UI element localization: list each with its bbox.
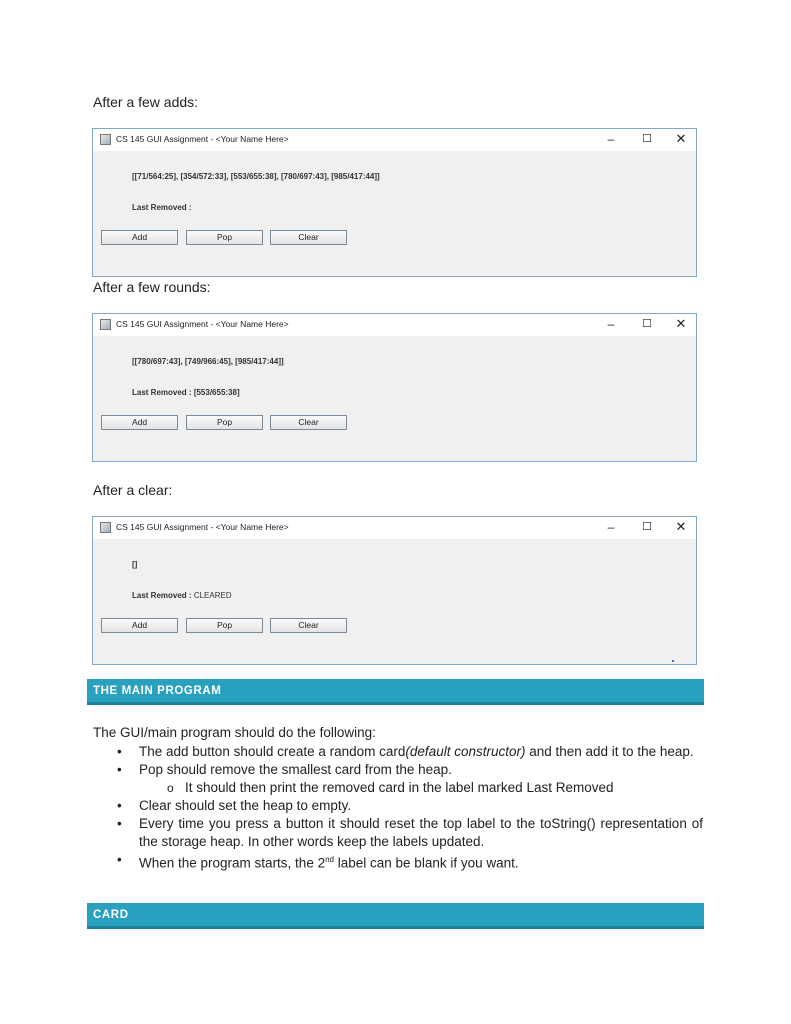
java-app-icon bbox=[100, 319, 111, 330]
last-removed-row bbox=[132, 591, 232, 600]
last-removed-key: Last Removed : bbox=[132, 388, 192, 397]
bullet-text: Pop should remove the smallest card from the heap. bbox=[139, 762, 452, 777]
requirements-list bbox=[93, 743, 703, 873]
superscript: nd bbox=[325, 855, 334, 864]
minimize-icon[interactable]: – bbox=[607, 132, 615, 146]
clear-button[interactable]: Clear bbox=[270, 230, 347, 245]
sub-list-item bbox=[93, 779, 703, 797]
java-app-icon bbox=[100, 134, 111, 145]
pop-button[interactable]: Pop bbox=[186, 230, 263, 245]
close-icon[interactable]: ✕ bbox=[675, 519, 687, 534]
window-title: CS 145 GUI Assignment - <Your Name Here> bbox=[116, 319, 289, 329]
bullet-text: When the program starts, the 2 bbox=[139, 855, 326, 871]
gui-window-rounds bbox=[92, 313, 697, 462]
close-icon[interactable]: ✕ bbox=[675, 131, 687, 146]
pop-button[interactable]: Pop bbox=[186, 618, 263, 633]
heap-label: [[780/697:43], [749/966:45], [985/417:44]] bbox=[132, 357, 284, 366]
caption-after-rounds: After a few rounds: bbox=[93, 279, 211, 295]
last-removed-row bbox=[132, 388, 240, 397]
maximize-icon[interactable]: ☐ bbox=[642, 521, 652, 533]
bullet-text: and then add it to the heap. bbox=[525, 744, 694, 759]
bullet-text: label can be blank if you want. bbox=[334, 855, 519, 871]
section-header-main-program bbox=[87, 679, 704, 705]
last-removed-value: CLEARED bbox=[193, 591, 232, 600]
add-button[interactable]: Add bbox=[101, 618, 178, 633]
last-removed-key: Last Removed : bbox=[132, 203, 192, 212]
bullet-text: It should then print the removed card in the label marked Last Removed bbox=[185, 780, 614, 795]
minimize-icon[interactable]: – bbox=[607, 520, 615, 534]
title-bar bbox=[93, 314, 696, 336]
stray-dot bbox=[672, 660, 674, 662]
java-app-icon bbox=[100, 522, 111, 533]
caption-after-clear: After a clear: bbox=[93, 482, 173, 498]
list-item bbox=[93, 815, 703, 851]
maximize-icon[interactable]: ☐ bbox=[642, 133, 652, 145]
list-item bbox=[93, 797, 703, 815]
clear-button[interactable]: Clear bbox=[270, 415, 347, 430]
pop-button[interactable]: Pop bbox=[186, 415, 263, 430]
maximize-icon[interactable]: ☐ bbox=[642, 318, 652, 330]
last-removed-value: [553/655:38] bbox=[193, 388, 240, 397]
last-removed-row bbox=[132, 203, 192, 212]
main-program-intro: The GUI/main program should do the following: bbox=[93, 725, 376, 740]
bullet-emphasis: (default constructor) bbox=[405, 744, 526, 759]
window-title: CS 145 GUI Assignment - <Your Name Here> bbox=[116, 522, 289, 532]
heap-label: [[71/564:25], [354/572:33], [553/655:38], [780/697:43], [985/417:44]] bbox=[132, 172, 380, 181]
window-title: CS 145 GUI Assignment - <Your Name Here> bbox=[116, 134, 289, 144]
list-item bbox=[93, 743, 703, 761]
last-removed-key: Last Removed : bbox=[132, 591, 192, 600]
close-icon[interactable]: ✕ bbox=[675, 316, 687, 331]
title-bar bbox=[93, 129, 696, 151]
list-item bbox=[93, 761, 703, 779]
minimize-icon[interactable]: – bbox=[607, 317, 615, 331]
bullet-text: Clear should set the heap to empty. bbox=[139, 798, 352, 813]
heap-label: [] bbox=[132, 560, 138, 569]
section-title: CARD bbox=[93, 909, 129, 921]
gui-window-clear bbox=[92, 516, 697, 665]
list-item bbox=[93, 851, 703, 873]
add-button[interactable]: Add bbox=[101, 415, 178, 430]
gui-window-adds bbox=[92, 128, 697, 277]
section-title: THE MAIN PROGRAM bbox=[93, 685, 222, 697]
add-button[interactable]: Add bbox=[101, 230, 178, 245]
title-bar bbox=[93, 517, 696, 539]
section-header-card bbox=[87, 903, 704, 929]
bullet-text: Every time you press a button it should reset the top label to the toString() representation of the storage heap. In other words keep the labels updated. bbox=[139, 816, 703, 849]
caption-after-adds: After a few adds: bbox=[93, 94, 199, 110]
bullet-text: The add button should create a random card bbox=[139, 744, 406, 759]
clear-button[interactable]: Clear bbox=[270, 618, 347, 633]
